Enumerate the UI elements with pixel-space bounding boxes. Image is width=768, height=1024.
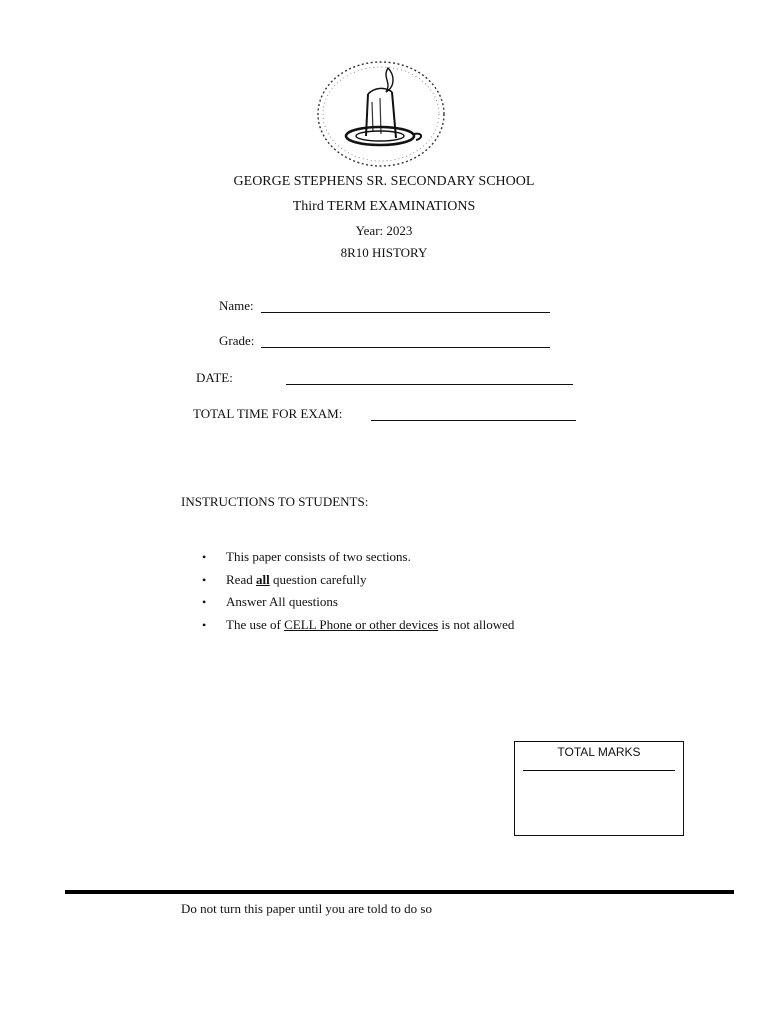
list-item — [200, 616, 514, 639]
instructions-list — [200, 548, 514, 638]
bullet-icon: • — [202, 617, 207, 632]
list-item — [200, 593, 514, 616]
date-label: DATE: — [196, 370, 233, 385]
name-label: Name: — [219, 298, 254, 313]
date-field[interactable] — [286, 370, 573, 385]
bullet-icon: • — [202, 595, 207, 609]
bullet-icon: • — [202, 550, 207, 564]
footer-note: Do not turn this paper until you are told to do so — [181, 901, 432, 916]
emphasis-devices: CELL Phone or other devices — [284, 616, 439, 632]
total-time-field[interactable] — [371, 406, 576, 421]
total-time-label: TOTAL TIME FOR EXAM: — [193, 406, 343, 421]
list-item — [200, 571, 514, 594]
grade-field[interactable] — [261, 333, 550, 348]
bullet-icon: • — [202, 572, 207, 587]
name-field[interactable] — [261, 298, 550, 313]
instruction-text: This paper consists of two sections. — [226, 549, 411, 564]
total-marks-box[interactable] — [514, 741, 684, 836]
instruction-text-suffix: is not allowed — [438, 616, 515, 632]
instructions-title: INSTRUCTIONS TO STUDENTS: — [181, 494, 369, 509]
instruction-text-prefix: The use of — [226, 616, 285, 632]
exam-year: Year: 2023 — [355, 223, 413, 238]
subject-title: 8R10 HISTORY — [340, 245, 428, 260]
school-name: GEORGE STEPHENS SR. SECONDARY SCHOOL — [233, 174, 535, 189]
exam-title: Third TERM EXAMINATIONS — [292, 199, 476, 214]
grade-label: Grade: — [219, 333, 255, 348]
instruction-text: Answer All questions — [226, 594, 338, 609]
instruction-text-suffix: question carefully — [269, 571, 367, 587]
instruction-text-prefix: Read — [226, 571, 256, 587]
school-crest-candle-icon — [312, 58, 450, 170]
total-marks-line — [523, 770, 675, 771]
emphasis-all: all — [255, 571, 270, 587]
list-item — [200, 548, 514, 571]
total-marks-label: TOTAL MARKS — [557, 745, 641, 759]
footer-divider — [65, 890, 734, 894]
